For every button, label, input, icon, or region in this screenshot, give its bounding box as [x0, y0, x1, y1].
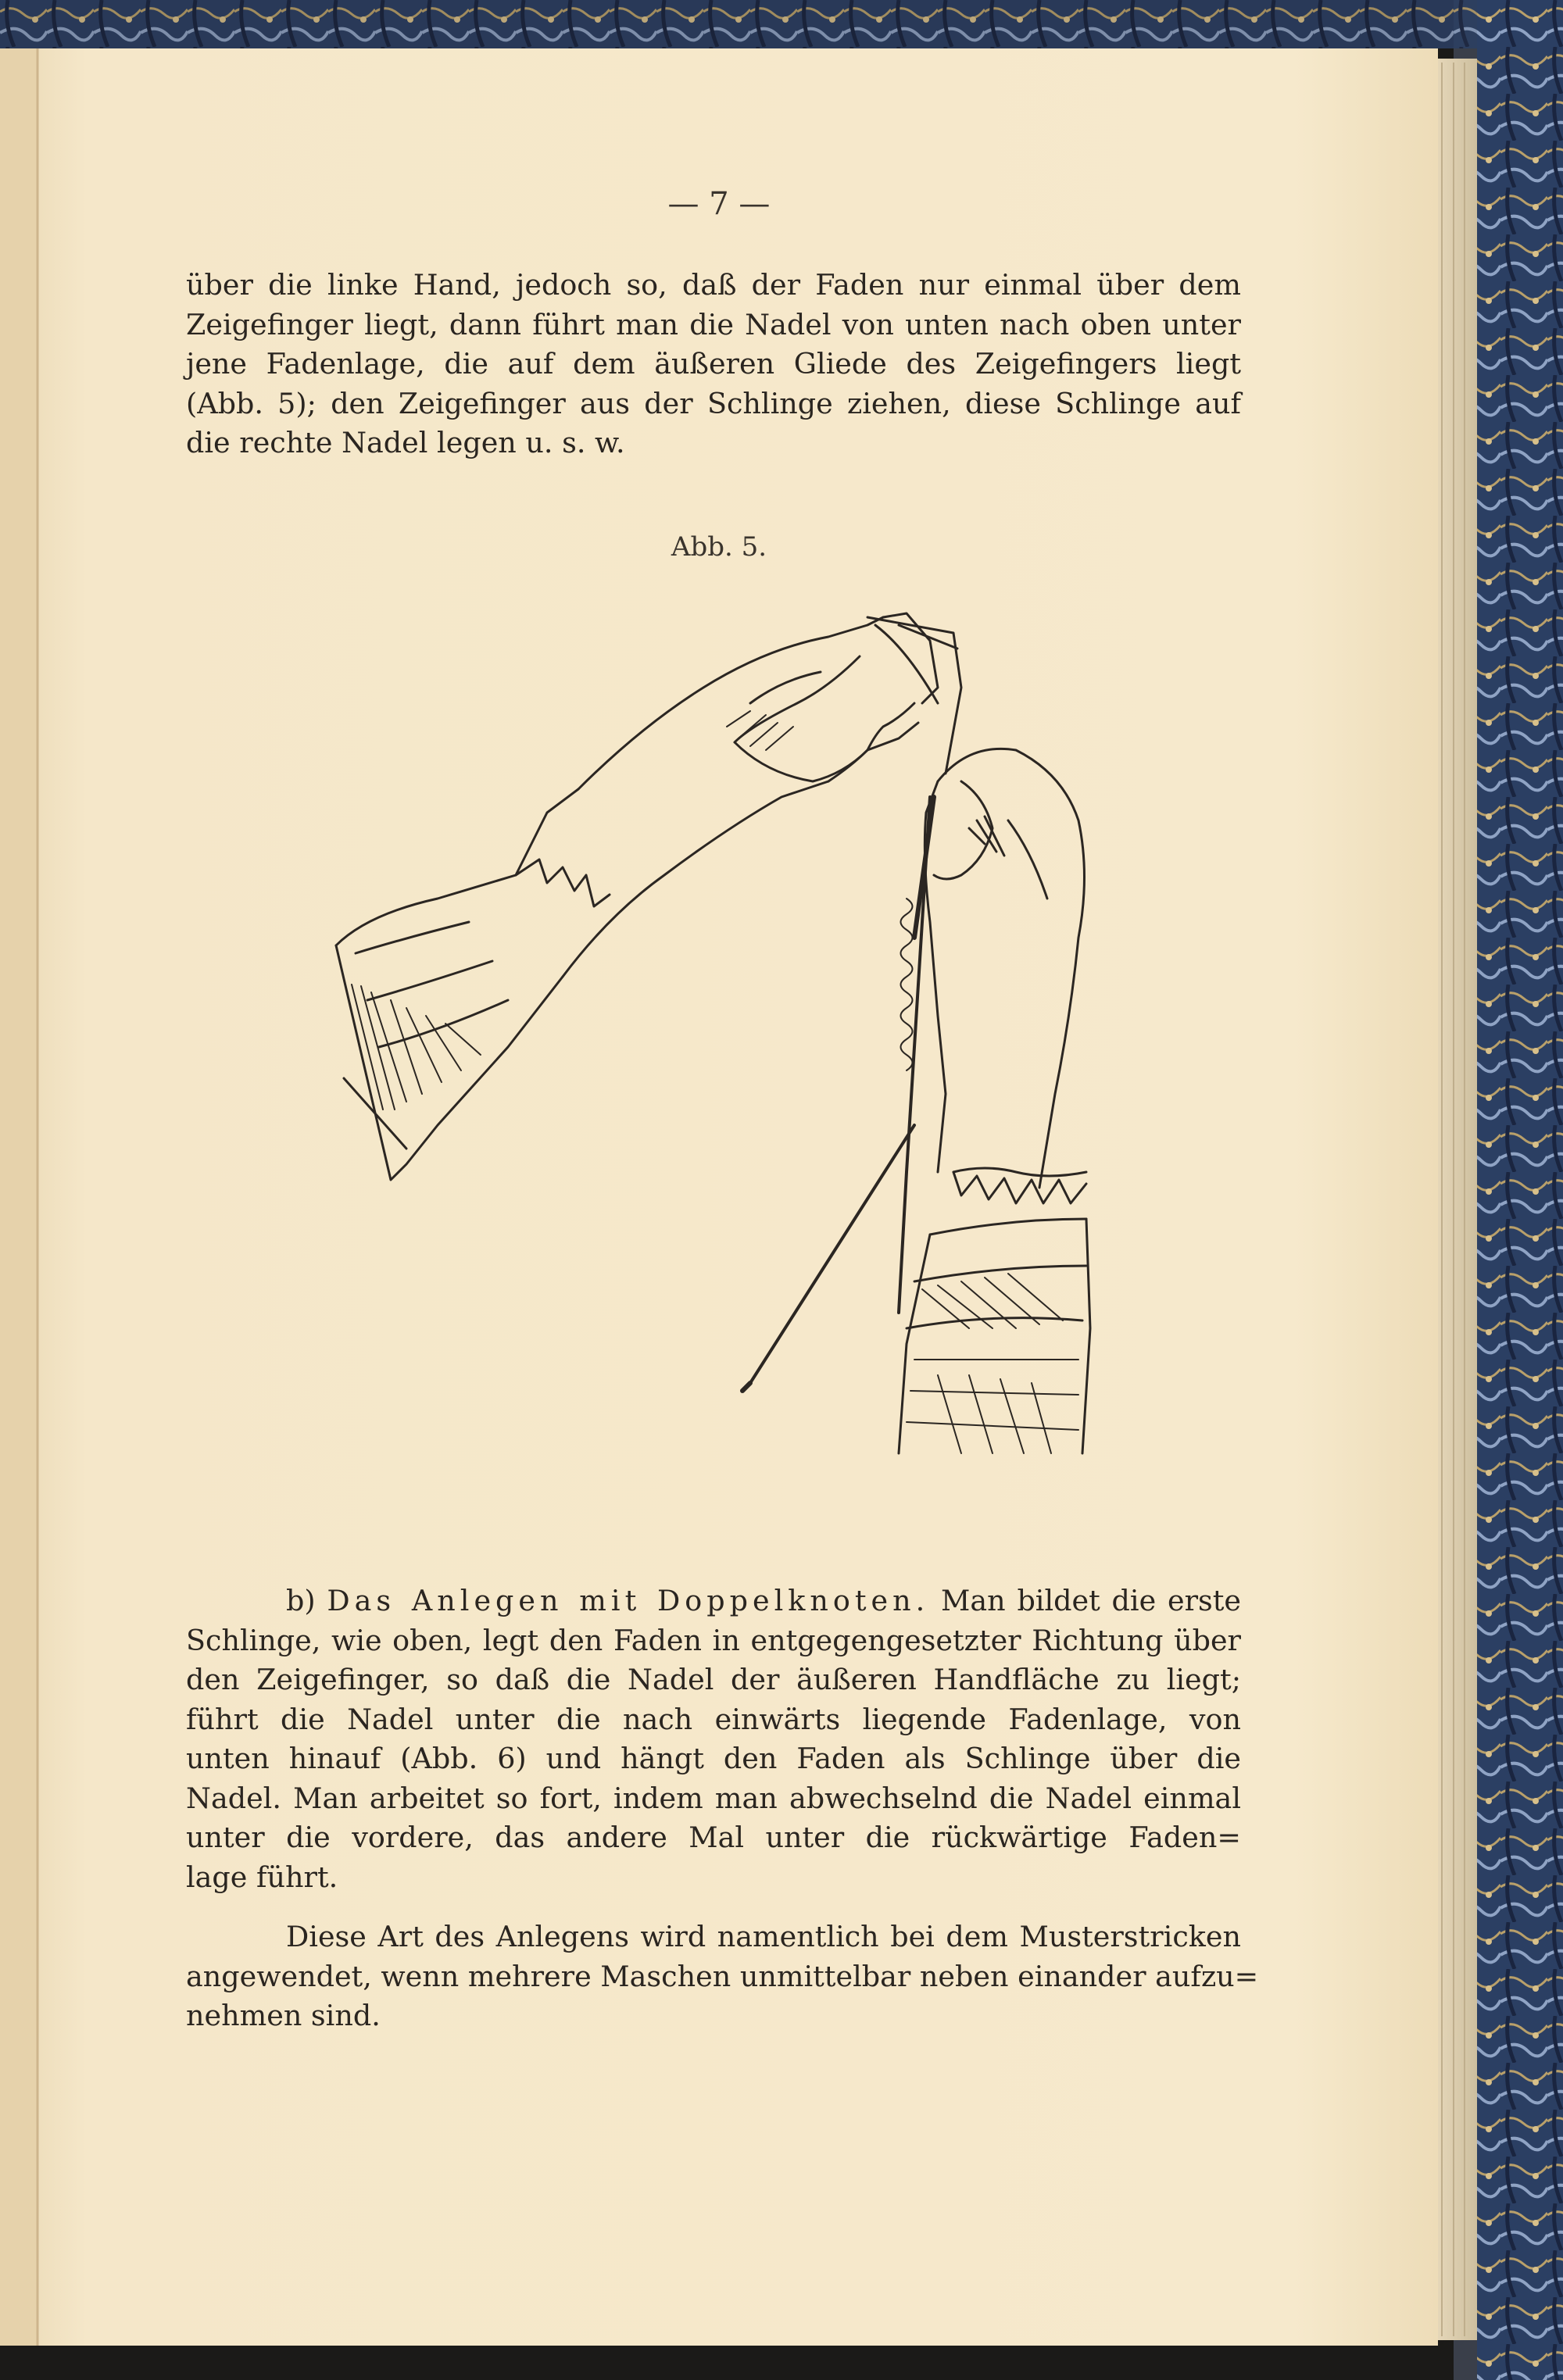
text-line: jene Fadenlage, die auf dem äußeren Gliede des Zeigefingers liegt: [186, 347, 1241, 381]
text-line: (Abb. 5); den Zeigefinger aus der Schlinge ziehen, diese Schlinge auf: [186, 386, 1241, 420]
figure-caption: Abb. 5.: [671, 531, 767, 563]
paragraph-continuation: [186, 266, 1241, 463]
text-line: unten hinauf (Abb. 6) und hängt den Faden als Schlinge über die: [186, 1742, 1241, 1775]
paragraph-doppelknoten: [186, 1581, 1241, 1897]
text-line: angewendet, wenn mehrere Maschen unmittelbar neben einander aufzu=: [186, 1959, 1259, 1993]
text-line: Schlinge, wie oben, legt den Faden in entgegengesetzter Richtung über: [186, 1623, 1241, 1657]
text-line: Diese Art des Anlegens wird namentlich bei dem Musterstricken: [286, 1920, 1241, 1953]
text-line: unter die vordere, das andere Mal unter die rückwärtige Faden=: [186, 1821, 1241, 1854]
text-line: [186, 1581, 1241, 1621]
text-line: Zeigefinger liegt, dann führt man die Nadel von unten nach oben unter: [186, 307, 1241, 341]
text-line: lage führt.: [186, 1860, 338, 1894]
text-line: die rechte Nadel legen u. s. w.: [186, 426, 625, 459]
text-fragment: Man bildet die erste: [941, 1584, 1242, 1617]
page-number: — 7 —: [667, 186, 771, 222]
text-line: nehmen sind.: [186, 1999, 381, 2032]
section-label: b): [286, 1584, 316, 1617]
paragraph-musterstricken: [186, 1917, 1259, 2036]
text-line: führt die Nadel unter die nach einwärts liegende Fadenlage, von: [186, 1702, 1241, 1736]
text-line: über die linke Hand, jedoch so, daß der Faden nur einmal über dem: [186, 268, 1241, 302]
text-line: Nadel. Man arbeitet so fort, indem man abwechselnd die Nadel einmal: [186, 1781, 1241, 1815]
section-heading: Das Anlegen mit Doppelknoten.: [327, 1584, 930, 1617]
text-line: den Zeigefinger, so daß die Nadel der äußeren Handfläche zu liegt;: [186, 1663, 1241, 1696]
